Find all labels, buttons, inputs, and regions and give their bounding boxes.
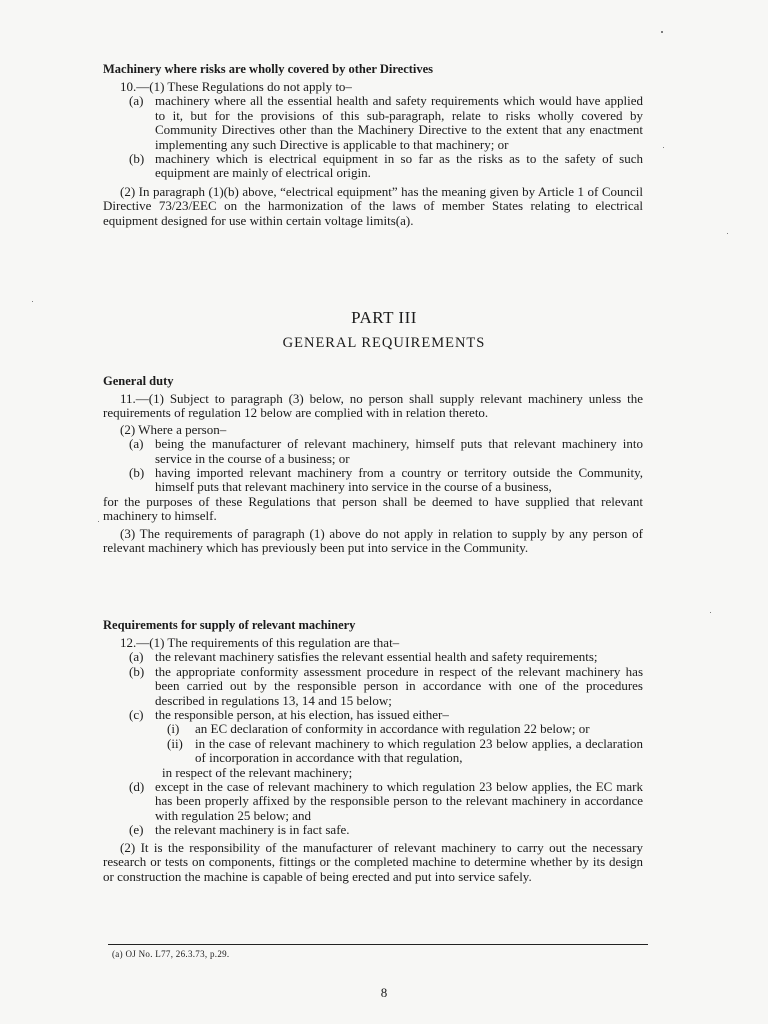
subitem-label: (i) [167, 721, 180, 737]
item-text: machinery where all the essential health and safety requirements which would have applied to it, but for the provisions of this sub-paragraph, relate to risks wholly covered by Community Directives other than the Machinery Directive to the extent that any enactment implementing any such Directive is applicable to that machinery; or [155, 93, 643, 152]
regulation-11 [103, 374, 643, 555]
item-text: the relevant machinery is in fact safe. [155, 822, 350, 838]
scan-speck [727, 233, 728, 234]
item-label: (a) [129, 436, 144, 452]
regulation-10 [103, 62, 643, 228]
item-label: (c) [129, 707, 144, 723]
scan-speck [661, 31, 663, 33]
item-label: (b) [129, 465, 145, 481]
reg10-item-b [103, 152, 643, 181]
footnote-rule [108, 944, 648, 945]
scan-speck [98, 521, 99, 522]
item-text: machinery which is electrical equipment in so far as the risks as to the safety of such equipment are mainly of electrical origin. [155, 151, 643, 181]
reg12-subitem-i [103, 722, 643, 736]
regulation-12 [103, 618, 643, 884]
page-number: 8 [380, 985, 388, 1000]
item-label: (d) [129, 779, 145, 795]
scan-speck [32, 301, 33, 302]
reg12-item-e [103, 823, 643, 837]
reg11-item-b [103, 466, 643, 495]
reg10-para1: 10.—(1) These Regulations do not apply to– [120, 79, 352, 94]
item-label: (a) [129, 649, 144, 665]
item-text: having imported relevant machinery from a country or territory outside the Community, himself puts that relevant machinery into service in the course of a business, [155, 465, 643, 495]
subitem-label: (ii) [167, 735, 183, 751]
reg11-para2: (2) Where a person– [120, 421, 227, 437]
reg12-item-a [103, 650, 643, 664]
reg12-item-c [103, 708, 643, 722]
reg10-item-a [103, 94, 643, 152]
footnote: (a) OJ No. L77, 26.3.73, p.29. [112, 949, 230, 959]
reg12-item-b [103, 665, 643, 708]
scan-speck [710, 612, 711, 613]
heading-reg10: Machinery where risks are wholly covered by other Directives [103, 62, 434, 76]
reg12-c-tail: in respect of the relevant machinery; [162, 764, 353, 780]
reg12-subitem-ii [103, 737, 643, 766]
reg12-para1: 12.—(1) The requirements of this regulation are that– [120, 635, 400, 650]
item-label: (e) [129, 822, 144, 838]
item-text: except in the case of relevant machinery to which regulation 23 below applies, the EC mark has been properly affixed by the responsible person to the relevant machinery in accordance with regulation 25 below; and [155, 779, 643, 823]
part-title: GENERAL REQUIREMENTS [282, 335, 486, 351]
reg11-para3: for the purposes of these Regulations that person shall be deemed to have supplied that relevant machinery to himself. [103, 493, 643, 524]
item-text: being the manufacturer of relevant machinery, himself puts that relevant machinery into service in the course of a business; or [155, 436, 643, 466]
item-text: the relevant machinery satisfies the relevant essential health and safety requirements; [155, 649, 598, 665]
part-number: PART III [351, 308, 417, 327]
reg11-para1: 11.—(1) Subject to paragraph (3) below, no person shall supply relevant machinery unless the requirements of regulation 12 below are complied with in relation thereto. [103, 391, 643, 421]
subitem-text: in the case of relevant machinery to which regulation 23 below applies, a declaration of incorporation in accordance with that regulation, [195, 735, 643, 766]
heading-reg12: Requirements for supply of relevant machinery [103, 618, 356, 632]
item-label: (b) [129, 151, 145, 167]
subitem-text: an EC declaration of conformity in accordance with regulation 22 below; or [195, 721, 590, 737]
item-label: (a) [129, 93, 144, 109]
reg10-para2: (2) In paragraph (1)(b) above, “electrical equipment” has the meaning given by Article 1 of Council Directive 73/23/EEC on the harmonization of the laws of member States relating to electrical equipment designed for use within certain voltage limits(a). [103, 183, 643, 228]
item-text: the responsible person, at his election, has issued either– [155, 707, 449, 723]
item-label: (b) [129, 663, 145, 679]
reg11-item-a [103, 437, 643, 466]
item-text: the appropriate conformity assessment procedure in respect of the relevant machinery has been carried out by the responsible person in accordance with one of the procedures described in regulations 13, 14 and 15 below; [155, 663, 643, 708]
reg12-para2: (2) It is the responsibility of the manufacturer of relevant machinery to carry out the necessary research or tests on components, fittings or the completed machine to determine whether by its design or construction the machine is capable of being erected and put into service safely. [103, 839, 643, 884]
reg11-para4: (3) The requirements of paragraph (1) above do not apply in relation to supply by any person of relevant machinery which has previously been put into service in the Community. [103, 525, 643, 556]
heading-reg11: General duty [103, 374, 174, 388]
reg12-item-d [103, 780, 643, 823]
scan-speck [663, 147, 664, 148]
